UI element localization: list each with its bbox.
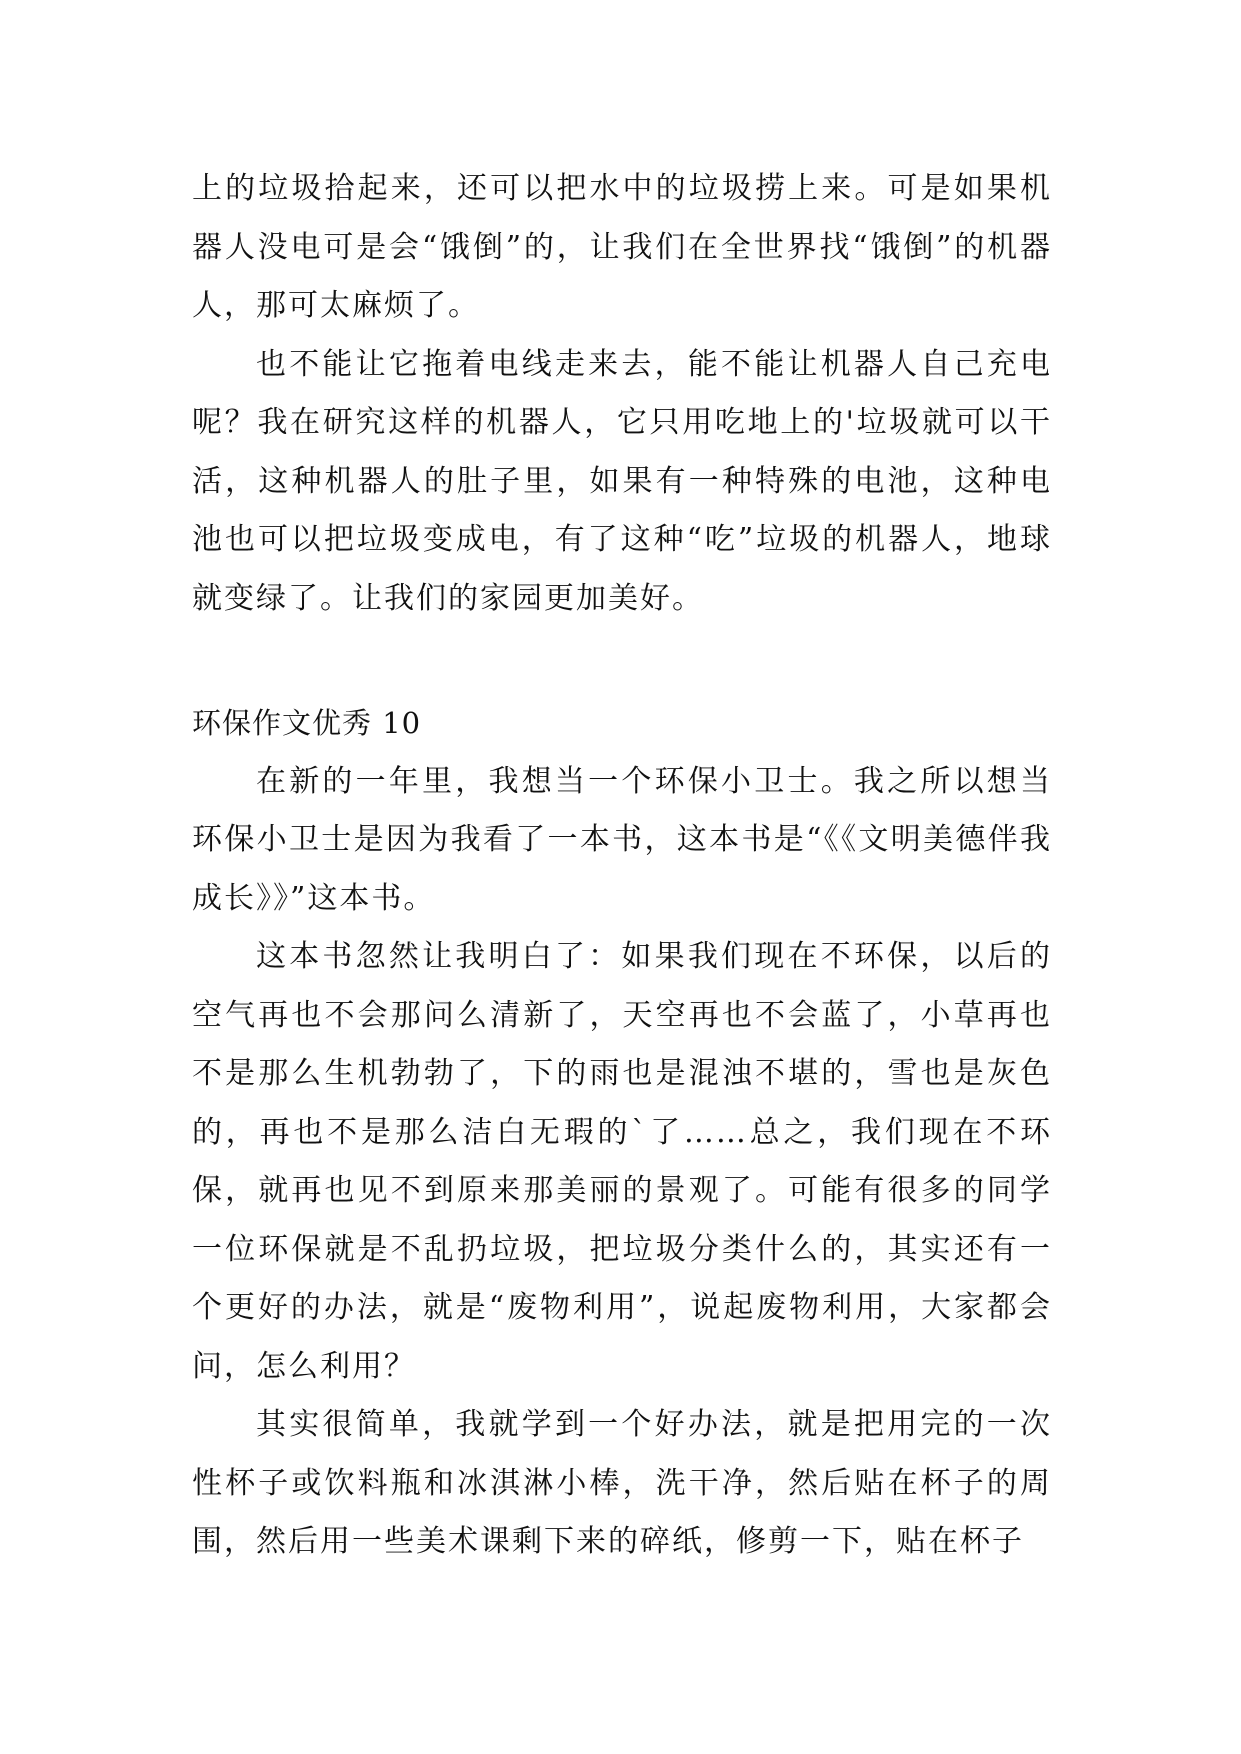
document-page bbox=[192, 160, 1052, 1572]
paragraph: 在新的一年里，我想当一个环保小卫士。我之所以想当环保小卫士是因为我看了一本书，这本书是“《《文明美德伴我成长》》”这本书。 bbox=[192, 763, 1052, 916]
paragraph-continued: 上的垃圾拾起来，还可以把水中的垃圾捞上来。可是如果机器人没电可是会“饿倒”的，让我们在全世界找“饿倒”的机器人，那可太麻烦了。 bbox=[192, 171, 1052, 323]
paragraph: 其实很简单，我就学到一个好办法，就是把用完的一次性杯子或饮料瓶和冰淇淋小棒，洗干净，然后贴在杯子的周围，然后用一些美术课剩下来的碎纸，修剪一下，贴在杯子 bbox=[192, 1407, 1052, 1559]
paragraph: 也不能让它拖着电线走来去，能不能让机器人自己充电呢？我在研究这样的机器人，它只用吃地上的'垃圾就可以干活，这种机器人的肚子里，如果有一种特殊的电池，这种电池也可以把垃圾变成电，有了这种“吃”垃圾的机器人，地球就变绿了。让我们的家园更加美好。 bbox=[192, 346, 1052, 616]
section-title: 环保作文优秀 10 bbox=[192, 706, 422, 740]
paragraph: 这本书忽然让我明白了：如果我们现在不环保，以后的空气再也不会那问么清新了，天空再也不会蓝了，小草再也不是那么生机勃勃了，下的雨也是混浊不堪的，雪也是灰色的，再也不是那么洁白无瑕的`了……总之，我们现在不环保，就再也见不到原来那美丽的景观了。可能有很多的同学一位环保就是不乱扔垃圾，把垃圾分类什么的，其实还有一个更好的办法，就是“废物利用”，说起废物利用，大家都会问，怎么利用？ bbox=[192, 939, 1052, 1384]
